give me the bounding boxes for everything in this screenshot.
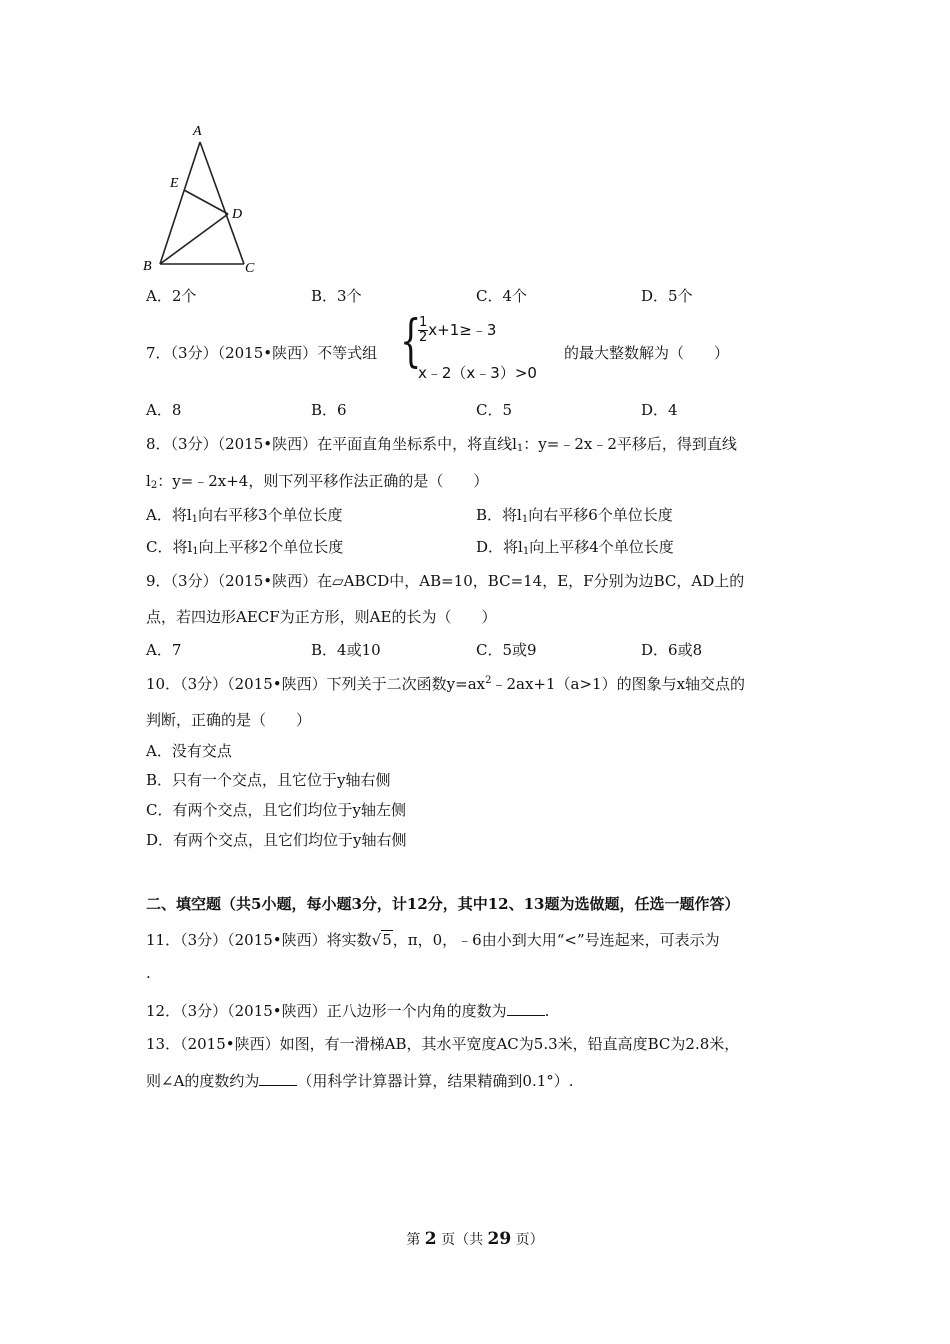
label-d: D	[232, 207, 243, 222]
q7-brace: {	[400, 309, 422, 374]
q7-option-a[interactable]: A．8	[146, 401, 182, 419]
q8-stem-line1: 8．（3分）（2015•陕西）在平面直角坐标系中，将直线$l_1$：y=﹣2x﹣2平移后，得到直线	[146, 435, 737, 454]
q10-option-c[interactable]: C．有两个交点，且它们均位于y轴左侧	[146, 801, 406, 819]
q9-stem-line1: 9．（3分）（2015•陕西）在▱ABCD中，AB=10，BC=14，E，F分别为边BC，AD上的	[146, 572, 745, 590]
q11-stem-line2: .	[146, 964, 151, 982]
section-2-heading: 二、填空题（共5小题，每小题3分，计12分，其中12、13题为选做题，任选一题作答）	[146, 895, 740, 913]
q7-inequality-2: x﹣2（x﹣3）>0	[418, 364, 537, 382]
q13-stem-line1: 13．（2015•陕西）如图，有一滑梯AB，其水平宽度AC为5.3米，铅直高度BC为2.8米，	[146, 1035, 740, 1053]
segment-bd	[160, 214, 228, 264]
label-e: E	[170, 176, 179, 191]
q10-stem-line2: 判断，正确的是（ ）	[146, 711, 312, 729]
q6-option-d[interactable]: D．5个	[641, 287, 693, 305]
page-footer: 第 2 页（共 29 页）	[406, 1229, 544, 1249]
q8-option-a[interactable]: A．将$l_1$向右平移3个单位长度	[146, 506, 343, 525]
triangle-figure	[140, 118, 260, 280]
label-a: A	[193, 124, 202, 139]
q9-option-d[interactable]: D．6或8	[641, 641, 703, 659]
label-b: B	[143, 259, 152, 274]
q10-option-d[interactable]: D．有两个交点，且它们均位于y轴右侧	[146, 831, 407, 849]
q9-stem-line2: 点，若四边形AECF为正方形，则AE的长为（ ）	[146, 608, 497, 626]
q9-option-b[interactable]: B．4或10	[311, 641, 381, 659]
q7-option-b[interactable]: B．6	[311, 401, 347, 419]
q12-answer-blank[interactable]	[507, 1003, 545, 1016]
q13-answer-blank[interactable]	[259, 1073, 297, 1086]
q6-option-a[interactable]: A．2个	[146, 287, 197, 305]
q6-option-c[interactable]: C．4个	[476, 287, 528, 305]
current-page-number: 2	[424, 1229, 437, 1249]
q7-stem-suffix: 的最大整数解为（ ）	[564, 344, 730, 362]
sqrt-symbol: √5	[371, 931, 392, 949]
q10-option-b[interactable]: B．只有一个交点，且它位于y轴右侧	[146, 771, 391, 789]
q13-stem-line2: 则∠A的度数约为 （用科学计算器计算，结果精确到0.1°）.	[146, 1072, 574, 1090]
q8-option-b[interactable]: B．将$l_1$向右平移6个单位长度	[476, 506, 673, 525]
segment-ab	[160, 142, 200, 264]
label-c: C	[245, 261, 255, 276]
q10-option-a[interactable]: A．没有交点	[146, 742, 232, 760]
q6-option-b[interactable]: B．3个	[311, 287, 362, 305]
q8-option-c[interactable]: C．将$l_1$向上平移2个单位长度	[146, 538, 344, 557]
q10-stem-line1: 10．（3分）（2015•陕西）下列关于二次函数$y=ax^2﹣2ax+1(a>1)$的图象与x轴交点的	[146, 675, 746, 693]
q7-option-d[interactable]: D．4	[641, 401, 678, 419]
q7-inequality-1: $\frac{1}{2}$ x+1≥﹣3	[419, 315, 497, 345]
q8-option-d[interactable]: D．将$l_1$向上平移4个单位长度	[476, 538, 674, 557]
q8-stem-line2: $l_2$：y=﹣2x+4，则下列平移作法正确的是（ ）	[146, 472, 489, 491]
total-page-number: 29	[487, 1229, 512, 1249]
question-12: 12．（3分）（2015•陕西）正八边形一个内角的度数为 .	[146, 1002, 550, 1020]
q9-option-a[interactable]: A．7	[146, 641, 182, 659]
q7-option-c[interactable]: C．5	[476, 401, 513, 419]
q11-stem-line1: 11．（3分）（2015•陕西）将实数√5，π，0，﹣6由小到大用“<”号连起来，可表示为	[146, 931, 720, 949]
q7-stem-prefix: 7．（3分）（2015•陕西）不等式组	[146, 344, 378, 362]
q9-option-c[interactable]: C．5或9	[476, 641, 537, 659]
